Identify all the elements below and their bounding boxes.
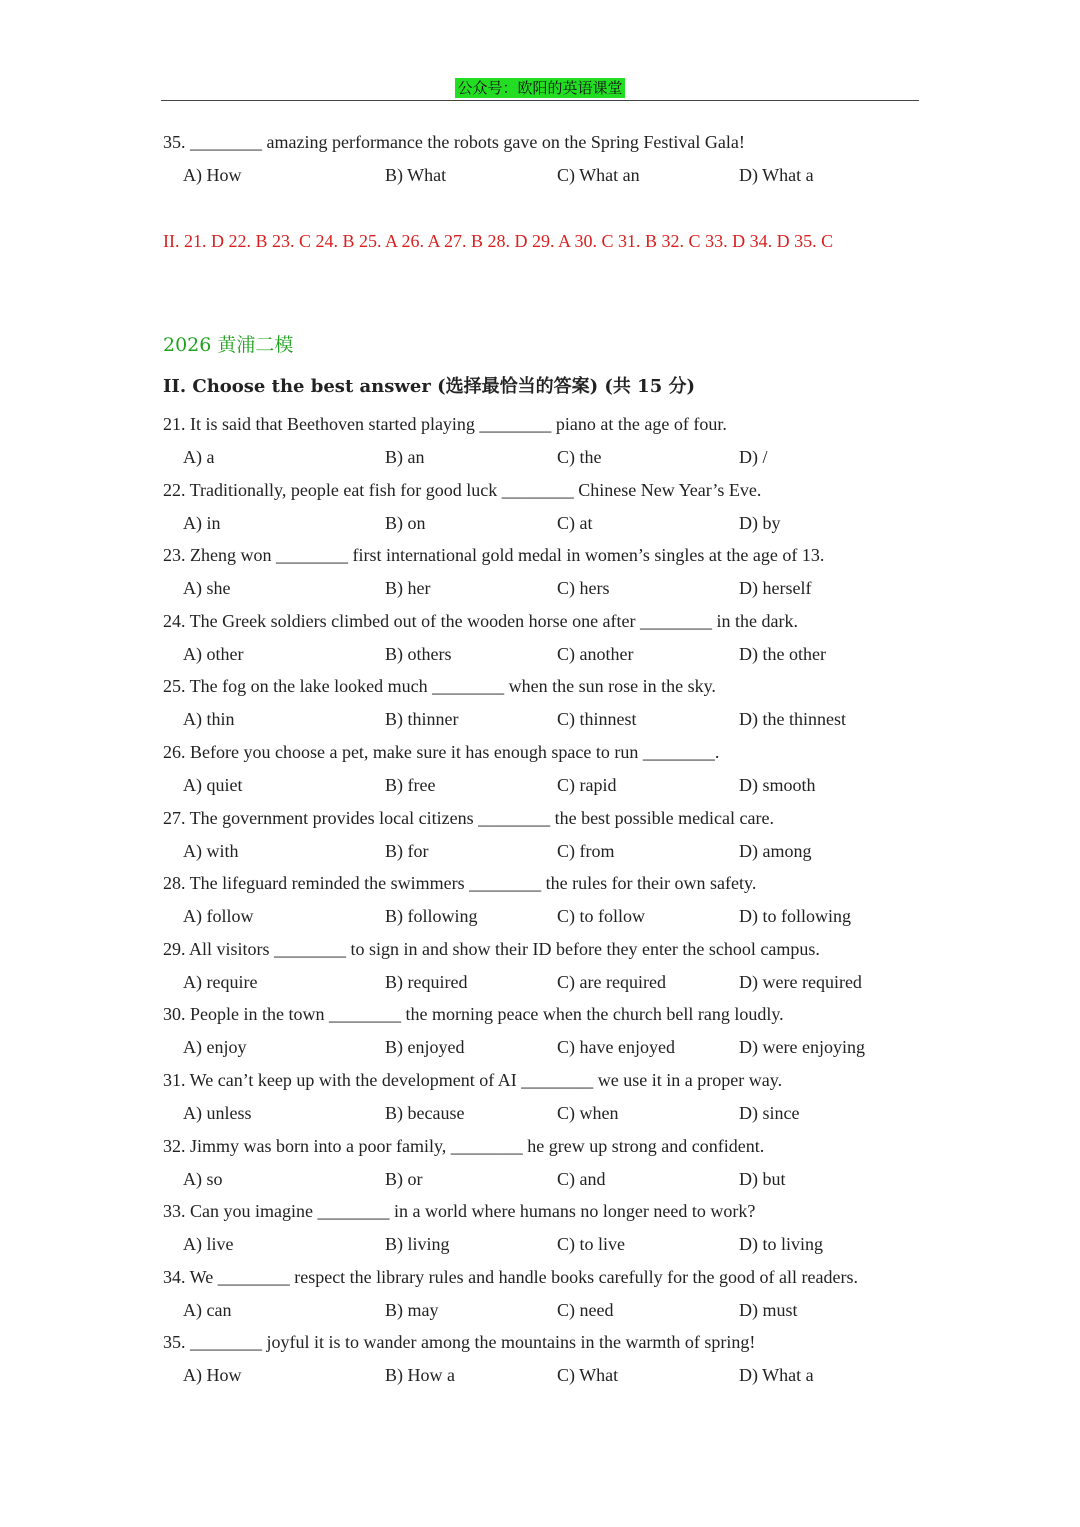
option-b: B) following [385,906,478,926]
option-b: B) How a [385,1365,455,1385]
option-c: C) from [557,841,615,861]
option-d: D) but [739,1169,786,1189]
option-c: C) What [557,1365,619,1385]
question-stem: 26. Before you choose a pet, make sure it has enough space to run ________. [163,742,720,762]
option-b: B) free [385,775,436,795]
option-d: D) the other [739,644,826,664]
option-b: B) because [385,1103,465,1123]
option-d: D) What a [739,1365,814,1385]
option-d: D) the thinnest [739,709,846,729]
option-b: B) for [385,841,429,861]
option-a: A) can [183,1300,232,1320]
option-a: A) require [183,972,258,992]
option-d: D) since [739,1103,800,1123]
option-b: B) may [385,1300,439,1320]
option-c: C) have enjoyed [557,1037,675,1057]
option-a: A) live [183,1234,234,1254]
option-d: D) to living [739,1234,823,1254]
option-b: B) thinner [385,709,459,729]
question-stem: 22. Traditionally, people eat fish for good luck ________ Chinese New Year’s Eve. [163,480,762,500]
option-c: C) another [557,644,634,664]
option-a: A) quiet [183,775,243,795]
option-d: D) were enjoying [739,1037,865,1057]
option-d: D) to following [739,906,851,926]
option-a: A) follow [183,906,254,926]
option-c: C) need [557,1300,614,1320]
question-stem: 35. ________ amazing performance the robots gave on the Spring Festival Gala! [163,132,745,152]
question-stem: 34. We ________ respect the library rules and handle books carefully for the good of all readers. [163,1267,858,1287]
question-stem: 21. It is said that Beethoven started playing ________ piano at the age of four. [163,414,727,434]
option-b: B) enjoyed [385,1037,465,1057]
option-a: A) so [183,1169,223,1189]
section-title: II. Choose the best answer (选择最恰当的答案) (共 15 分) [163,376,696,397]
option-c: C) are required [557,972,666,992]
option-c: C) when [557,1103,619,1123]
option-a: A) in [183,513,221,533]
question-stem: 35. ________ joyful it is to wander among the mountains in the warmth of spring! [163,1332,756,1352]
option-c: C) thinnest [557,709,637,729]
option-a: A) a [183,447,215,467]
option-c: C) What an [557,165,640,185]
option-a: A) she [183,578,231,598]
header-label: 公众号：欧阳的英语课堂 [457,79,623,97]
option-c: C) to live [557,1234,625,1254]
question-stem: 24. The Greek soldiers climbed out of the wooden horse one after ________ in the dark. [163,611,799,631]
option-c: C) to follow [557,906,645,926]
option-c: C) the [557,447,602,467]
question-stem: 33. Can you imagine ________ in a world where humans no longer need to work? [163,1201,756,1221]
question-stem: 29. All visitors ________ to sign in and show their ID before they enter the school campus. [163,939,820,959]
option-a: A) other [183,644,244,664]
option-a: A) thin [183,709,235,729]
option-a: A) with [183,841,239,861]
question-stem: 28. The lifeguard reminded the swimmers ________ the rules for their own safety. [163,873,757,893]
option-b: B) or [385,1169,423,1189]
option-c: C) hers [557,578,610,598]
question-stem: 30. People in the town ________ the morning peace when the church bell rang loudly. [163,1004,784,1024]
option-a: A) How [183,165,242,185]
option-b: B) her [385,578,431,598]
option-d: D) / [739,447,768,467]
option-d: D) by [739,513,781,533]
question-stem: 23. Zheng won ________ first international gold medal in women’s singles at the age of 13. [163,545,825,565]
option-c: C) rapid [557,775,617,795]
option-d: D) were required [739,972,862,992]
option-b: B) on [385,513,426,533]
option-b: B) required [385,972,468,992]
page-header [161,76,919,101]
option-b: B) living [385,1234,450,1254]
option-a: A) How [183,1365,242,1385]
option-b: B) an [385,447,425,467]
option-b: B) What [385,165,447,185]
option-c: C) and [557,1169,606,1189]
option-d: D) among [739,841,812,861]
option-c: C) at [557,513,593,533]
option-d: D) herself [739,578,812,598]
question-stem: 25. The fog on the lake looked much ________ when the sun rose in the sky. [163,676,716,696]
option-b: B) others [385,644,452,664]
option-d: D) smooth [739,775,816,795]
option-d: D) What a [739,165,814,185]
question-stem: 27. The government provides local citizens ________ the best possible medical care. [163,808,774,828]
option-d: D) must [739,1300,798,1320]
answer-key: II. 21. D 22. B 23. C 24. B 25. A 26. A 27. B 28. D 29. A 30. C 31. B 32. C 33. D 34. D 35. C [163,231,834,251]
question-stem: 31. We can’t keep up with the development of AI ________ we use it in a proper way. [163,1070,783,1090]
exam-title: 2026 黄浦二模 [163,334,294,356]
question-stem: 32. Jimmy was born into a poor family, ________ he grew up strong and confident. [163,1136,765,1156]
option-a: A) unless [183,1103,252,1123]
option-a: A) enjoy [183,1037,247,1057]
